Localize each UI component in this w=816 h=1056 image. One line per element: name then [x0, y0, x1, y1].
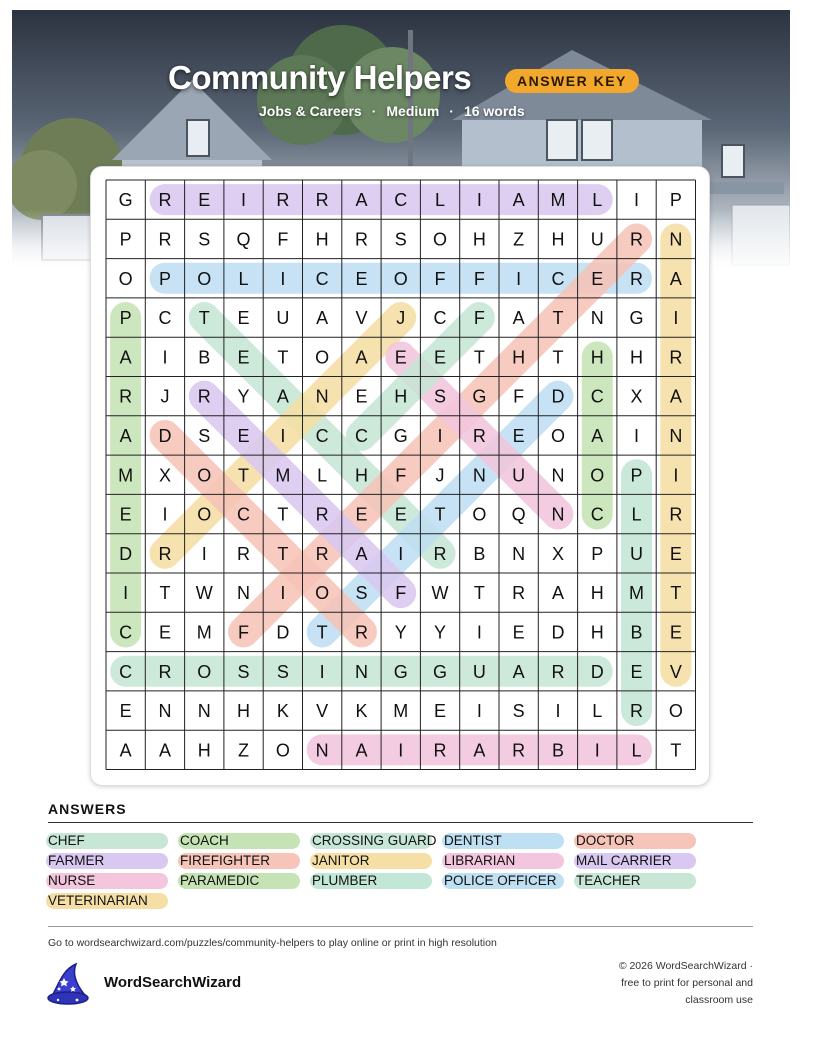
grid-letter: E: [119, 701, 132, 722]
grid-letter: J: [435, 465, 445, 486]
grid-letter: S: [198, 229, 211, 250]
grid-letter: I: [634, 190, 640, 211]
grid-letter: A: [355, 543, 368, 564]
grid-letter: U: [590, 229, 604, 250]
grid-letter: A: [551, 583, 564, 604]
grid-letter: O: [590, 465, 605, 486]
grid-letter: E: [198, 190, 211, 211]
grid-letter: T: [552, 347, 564, 368]
grid-letter: N: [669, 229, 683, 250]
grid-letter: I: [123, 583, 129, 604]
grid-letter: O: [315, 347, 330, 368]
grid-letter: E: [237, 347, 250, 368]
grid-letter: H: [551, 229, 565, 250]
grid-letter: H: [197, 740, 211, 761]
grid-letter: A: [473, 740, 486, 761]
grid-letter: L: [435, 190, 446, 211]
grid-letter: S: [512, 701, 525, 722]
grid-letter: A: [512, 661, 525, 682]
answer-word: POLICE OFFICER: [444, 873, 557, 888]
grid-letter: Q: [511, 504, 526, 525]
grid-letter: F: [277, 229, 289, 250]
grid-letter: O: [472, 504, 487, 525]
grid-letter: R: [158, 229, 172, 250]
grid-letter: C: [590, 504, 604, 525]
grid-letter: R: [551, 661, 565, 682]
grid-letter: F: [238, 622, 250, 643]
grid-letter: G: [118, 190, 133, 211]
answer-word: COACH: [180, 833, 229, 848]
grid-letter: A: [119, 347, 132, 368]
copyright-line: classroom use: [685, 994, 753, 1006]
grid-letter: I: [319, 661, 325, 682]
wizard-hat-icon: [46, 962, 92, 1006]
puzzle-board: [90, 166, 710, 786]
grid-letter: T: [473, 347, 485, 368]
grid-letter: H: [630, 347, 644, 368]
grid-letter: G: [629, 308, 644, 329]
grid-letter: D: [119, 543, 133, 564]
grid-letter: A: [669, 386, 682, 407]
grid-letter: I: [437, 425, 443, 446]
grid-letter: I: [162, 347, 168, 368]
grid-letter: I: [398, 740, 404, 761]
grid-letter: I: [555, 701, 561, 722]
answer-word: CROSSING GUARD: [312, 833, 437, 848]
grid-letter: T: [238, 465, 250, 486]
copyright-notice: [573, 958, 753, 1009]
answer-word: NURSE: [48, 873, 96, 888]
answer-item: [576, 851, 696, 870]
grid-letter: R: [158, 190, 172, 211]
grid-letter: N: [590, 308, 604, 329]
grid-letter: E: [630, 661, 643, 682]
grid-letter: N: [551, 465, 565, 486]
answer-item: [312, 871, 432, 890]
grid-letter: F: [395, 465, 407, 486]
grid-letter: T: [473, 583, 485, 604]
grid-letter: D: [551, 386, 565, 407]
grid-letter: R: [433, 740, 447, 761]
grid-letter: S: [198, 425, 211, 446]
grid-letter: I: [516, 268, 522, 289]
grid-letter: R: [197, 386, 211, 407]
grid-letter: N: [197, 701, 211, 722]
answer-item: [48, 831, 168, 850]
grid-letter: F: [473, 268, 485, 289]
grid-letter: P: [669, 190, 682, 211]
grid-letter: N: [315, 740, 329, 761]
answers-section: [48, 800, 753, 921]
grid-letter: T: [277, 347, 289, 368]
grid-letter: P: [591, 543, 604, 564]
answer-list: [48, 831, 753, 921]
grid-letter: U: [276, 308, 290, 329]
footer-link-text[interactable]: Go to wordsearchwizard.com/puzzles/community-helpers to play online or print in high resolution: [48, 937, 497, 949]
grid-letter: M: [118, 465, 134, 486]
grid-letter: H: [590, 583, 604, 604]
grid-letter: M: [196, 622, 212, 643]
grid-letter: R: [158, 543, 172, 564]
grid-letter: A: [119, 425, 132, 446]
grid-letter: K: [276, 701, 289, 722]
grid-letter: R: [354, 229, 368, 250]
grid-letter: T: [670, 583, 682, 604]
grid-letter: C: [551, 268, 565, 289]
title-block: [0, 55, 816, 135]
grid-letter: H: [354, 465, 368, 486]
grid-letter: A: [355, 740, 368, 761]
grid-letter: S: [394, 229, 407, 250]
grid-letter: C: [354, 425, 368, 446]
grid-letter: R: [315, 543, 329, 564]
grid-letter: R: [669, 347, 683, 368]
grid-letter: M: [550, 190, 566, 211]
copyright-line: free to print for personal and: [621, 977, 753, 989]
grid-letter: T: [316, 622, 328, 643]
grid-letter: L: [238, 268, 249, 289]
grid-letter: G: [393, 425, 408, 446]
grid-letter: G: [433, 661, 448, 682]
answer-word: DOCTOR: [576, 833, 635, 848]
grid-letter: A: [119, 740, 132, 761]
grid-letter: A: [669, 268, 682, 289]
grid-letter: P: [119, 229, 132, 250]
answer-item: [576, 831, 696, 850]
answer-key-badge: ANSWER KEY: [505, 69, 639, 93]
answer-item: [576, 871, 696, 890]
grid-letter: S: [355, 583, 368, 604]
grid-letter: E: [434, 701, 447, 722]
grid-letter: S: [434, 386, 447, 407]
grid-letter: I: [476, 622, 482, 643]
grid-letter: E: [512, 622, 525, 643]
grid-letter: N: [237, 583, 251, 604]
grid-letter: V: [316, 701, 329, 722]
answer-item: [180, 831, 300, 850]
grid-letter: R: [472, 425, 486, 446]
answer-word: PLUMBER: [312, 873, 378, 888]
grid-letter: O: [668, 701, 683, 722]
grid-letter: H: [512, 347, 526, 368]
grid-letter: P: [158, 268, 171, 289]
grid-letter: N: [315, 386, 329, 407]
grid-letter: J: [396, 308, 406, 329]
grid-letter: D: [551, 622, 565, 643]
grid-letter: O: [275, 740, 290, 761]
grid-letter: I: [594, 740, 600, 761]
answer-word: DENTIST: [444, 833, 502, 848]
grid-letter: A: [512, 190, 525, 211]
answer-item: [180, 871, 300, 890]
grid-letter: N: [472, 465, 486, 486]
grid-letter: E: [394, 347, 407, 368]
grid-letter: C: [433, 308, 447, 329]
grid-letter: Z: [238, 740, 250, 761]
grid-letter: H: [590, 622, 604, 643]
copyright-line: © 2026 WordSearchWizard ·: [618, 960, 753, 972]
grid-letter: C: [315, 268, 329, 289]
category-label: Jobs & Careers: [259, 103, 362, 119]
grid-letter: E: [355, 386, 368, 407]
grid-letter: F: [473, 308, 485, 329]
grid-letter: R: [630, 701, 644, 722]
grid-letter: A: [591, 425, 604, 446]
grid-letter: R: [315, 504, 329, 525]
meta-separator: ·: [371, 103, 377, 119]
grid-letter: I: [201, 543, 207, 564]
grid-letter: L: [631, 504, 642, 525]
answer-item: [444, 851, 564, 870]
grid-letter: Q: [236, 229, 251, 250]
grid-letter: A: [355, 190, 368, 211]
grid-letter: Y: [434, 622, 447, 643]
grid-letter: O: [197, 465, 212, 486]
grid-letter: M: [275, 465, 291, 486]
grid-letter: T: [552, 308, 564, 329]
brand-name: WordSearchWizard: [104, 974, 242, 991]
grid-letter: H: [472, 229, 486, 250]
grid-letter: I: [241, 190, 247, 211]
grid-letter: I: [634, 425, 640, 446]
answer-word: MAIL CARRIER: [576, 853, 672, 868]
difficulty-label: Medium: [386, 103, 440, 119]
answer-item: [180, 851, 300, 870]
grid-letter: P: [119, 308, 132, 329]
letter-grid: [91, 167, 711, 787]
grid-letter: N: [158, 701, 172, 722]
grid-letter: R: [630, 268, 644, 289]
grid-letter: J: [160, 386, 170, 407]
answer-word: FIREFIGHTER: [180, 853, 270, 868]
grid-letter: K: [355, 701, 368, 722]
footer-divider: [48, 926, 753, 927]
grid-letter: I: [280, 268, 286, 289]
grid-letter: B: [630, 622, 643, 643]
grid-letter: C: [590, 386, 604, 407]
answer-word: JANITOR: [312, 853, 370, 868]
grid-letter: O: [550, 425, 565, 446]
grid-letter: C: [394, 190, 408, 211]
grid-letter: E: [355, 268, 368, 289]
grid-letter: T: [277, 504, 289, 525]
answer-word: VETERINARIAN: [48, 893, 148, 908]
grid-letter: E: [434, 347, 447, 368]
answer-item: [312, 831, 437, 850]
grid-letter: A: [512, 308, 525, 329]
grid-letter: S: [276, 661, 289, 682]
grid-letter: T: [434, 504, 446, 525]
grid-letter: B: [473, 543, 486, 564]
grid-letter: L: [631, 740, 642, 761]
grid-letter: O: [197, 268, 212, 289]
grid-letter: R: [512, 583, 526, 604]
grid-letter: I: [673, 308, 679, 329]
grid-letter: O: [197, 504, 212, 525]
grid-letter: R: [669, 504, 683, 525]
answer-word: TEACHER: [576, 873, 641, 888]
grid-letter: P: [630, 465, 643, 486]
grid-letter: H: [394, 386, 408, 407]
grid-letter: I: [398, 543, 404, 564]
grid-letter: A: [355, 347, 368, 368]
grid-letter: E: [591, 268, 604, 289]
grid-letter: H: [590, 347, 604, 368]
grid-letter: T: [198, 308, 210, 329]
grid-letter: W: [195, 583, 213, 604]
answer-word: LIBRARIAN: [444, 853, 516, 868]
grid-letter: R: [158, 661, 172, 682]
grid-letter: N: [551, 504, 565, 525]
grid-letter: E: [394, 504, 407, 525]
grid-letter: D: [276, 622, 290, 643]
grid-letter: E: [237, 308, 250, 329]
grid-letter: R: [119, 386, 133, 407]
grid-letter: C: [237, 504, 251, 525]
grid-letter: E: [512, 425, 525, 446]
grid-letter: T: [159, 583, 171, 604]
answer-item: [48, 891, 168, 910]
word-count-label: 16 words: [463, 103, 525, 119]
grid-letter: O: [393, 268, 408, 289]
grid-letter: B: [551, 740, 564, 761]
grid-letter: X: [630, 386, 643, 407]
grid-letter: R: [630, 229, 644, 250]
grid-letter: C: [158, 308, 172, 329]
grid-letter: A: [158, 740, 171, 761]
grid-letters: [118, 190, 683, 760]
answer-item: [312, 851, 432, 870]
grid-letter: R: [237, 543, 251, 564]
grid-letter: O: [118, 268, 133, 289]
grid-letter: D: [158, 425, 172, 446]
grid-letter: I: [280, 583, 286, 604]
grid-letter: X: [158, 465, 171, 486]
grid-letter: A: [316, 308, 329, 329]
grid-letter: N: [354, 661, 368, 682]
grid-letter: R: [354, 622, 368, 643]
grid-letter: M: [629, 583, 645, 604]
grid-letter: O: [315, 583, 330, 604]
grid-letter: A: [276, 386, 289, 407]
grid-letter: W: [431, 583, 449, 604]
grid-letter: L: [592, 190, 603, 211]
grid-letter: I: [280, 425, 286, 446]
grid-letter: L: [592, 701, 603, 722]
puzzle-meta: [259, 103, 525, 119]
grid-letter: Y: [237, 386, 250, 407]
grid-letter: I: [476, 190, 482, 211]
grid-letter: M: [393, 701, 409, 722]
grid-letter: L: [317, 465, 328, 486]
grid-letter: O: [197, 661, 212, 682]
grid-letter: C: [119, 622, 133, 643]
grid-letter: E: [237, 425, 250, 446]
answer-item: [48, 851, 168, 870]
grid-letter: F: [395, 583, 407, 604]
grid-letter: E: [669, 622, 682, 643]
grid-letter: D: [590, 661, 604, 682]
grid-letter: N: [669, 425, 683, 446]
grid-letter: F: [434, 268, 446, 289]
grid-letter: Z: [513, 229, 525, 250]
grid-letter: S: [237, 661, 250, 682]
grid-letter: O: [433, 229, 448, 250]
page-title: Community Helpers: [168, 59, 472, 96]
grid-letter: I: [476, 701, 482, 722]
grid-letter: N: [512, 543, 526, 564]
answer-word: PARAMEDIC: [180, 873, 260, 888]
grid-letter: V: [355, 308, 368, 329]
grid-letter: E: [355, 504, 368, 525]
grid-letter: E: [158, 622, 171, 643]
grid-letter: R: [276, 190, 290, 211]
grid-letter: U: [512, 465, 526, 486]
grid-letter: X: [551, 543, 564, 564]
grid-letter: Y: [394, 622, 407, 643]
grid-letter: R: [315, 190, 329, 211]
grid-letter: G: [393, 661, 408, 682]
grid-letter: H: [315, 229, 329, 250]
grid-letter: R: [512, 740, 526, 761]
grid-letter: U: [630, 543, 644, 564]
answer-item: [48, 871, 168, 890]
grid-letter: R: [433, 543, 447, 564]
grid-letter: T: [277, 543, 289, 564]
grid-letter: I: [162, 504, 168, 525]
grid-letter: I: [673, 465, 679, 486]
grid-letter: H: [237, 701, 251, 722]
grid-letter: F: [513, 386, 525, 407]
answer-item: [444, 871, 564, 890]
grid-letter: B: [198, 347, 211, 368]
answer-item: [444, 831, 564, 850]
grid-letter: E: [119, 504, 132, 525]
answers-heading: ANSWERS: [48, 800, 753, 823]
answer-word: CHEF: [48, 833, 85, 848]
grid-letter: U: [472, 661, 486, 682]
meta-separator: ·: [449, 103, 454, 119]
grid-letter: T: [670, 740, 682, 761]
answer-word: FARMER: [48, 853, 105, 868]
grid-letter: E: [669, 543, 682, 564]
grid-letter: V: [669, 661, 682, 682]
grid-letter: C: [119, 661, 133, 682]
grid-letter: C: [315, 425, 329, 446]
grid-letter: G: [472, 386, 487, 407]
